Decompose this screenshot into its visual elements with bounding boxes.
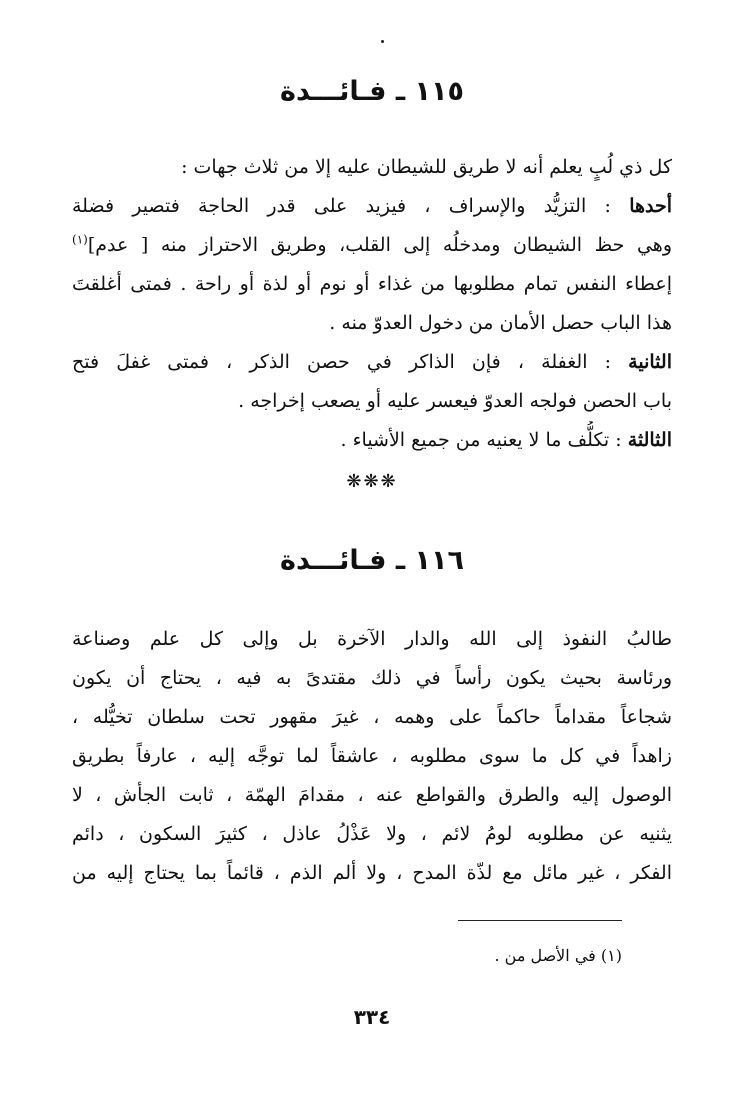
page-number: ٣٣٤ <box>353 1005 391 1029</box>
second-point-line-2: باب الحصن فولجه العدوّ فيعسر عليه أو يصعب إخراجه . <box>238 390 672 412</box>
first-point-text-2: وهي حظ الشيطان ومدخلُه إلى القلب، وطريق الاحتراز منه [ عدم] <box>87 234 672 256</box>
second-point-line-1 <box>72 343 672 382</box>
body-line-5: الوصول إليه والطرق والقواطع عنه ، مقدامَ الهمّة ، ثابت الجأش ، لا <box>72 784 672 806</box>
third-point-label: الثالثة <box>627 429 672 451</box>
second-point-label: الثانية <box>628 351 672 373</box>
body-line-1: طالبُ النفوذ إلى الله والدار الآخرة بل وإلى كل علم وصناعة <box>72 628 672 650</box>
first-point-line-2 <box>72 226 672 265</box>
third-point-line-1 <box>72 421 672 460</box>
body-line-4: زاهداً في كل ما سوى مطلوبه ، عاشقاً لما توجَّه إليه ، عارفاً بطريق <box>72 745 672 767</box>
first-point-text-1: : التزيُّد والإسراف ، فيزيد على قدر الحاجة فتصير فضلة <box>72 195 611 217</box>
section-116-heading: ١١٦ ـ فـائـــدة <box>280 545 464 576</box>
page-mark <box>381 40 384 43</box>
footnote-reference: (١) <box>72 232 88 247</box>
body-line-2: ورئاسة بحيث يكون رأساً في ذلك مقتدىً به فيه ، يحتاج أن يكون <box>72 667 672 689</box>
first-point-label: أحدها <box>629 195 672 217</box>
body-line-7: الفكر ، غير مائل مع لذّة المدح ، ولا ألم الذم ، قائماً بما يحتاج إليه من <box>72 862 672 884</box>
first-point-line-3: إعطاء النفس تمام مطلوبها من غذاء أو نوم أو لذة أو راحة . فمتى أغلقتَ <box>72 273 672 295</box>
section-116-body <box>72 620 672 893</box>
section-115-body <box>72 148 672 460</box>
section-separator: ❋❋❋ <box>346 471 398 492</box>
body-line-6: يثنيه عن مطلوبه لومُ لائم ، ولا عَذْلُ عاذل ، كثيرَ السكون ، دائم <box>72 823 672 845</box>
first-point-line-1 <box>72 187 672 226</box>
first-point-line-4: هذا الباب حصل الأمان من دخول العدوّ منه . <box>329 312 672 334</box>
third-point-text-1: : تكلُّف ما لا يعنيه من جميع الأشياء . <box>340 429 622 451</box>
footnote: (١) في الأصل من . <box>494 946 622 965</box>
intro-line: كل ذي لُبٍ يعلم أنه لا طريق للشيطان عليه إلا من ثلاث جهات : <box>181 156 672 178</box>
second-point-text-1: : الغفلة ، فإن الذاكر في حصن الذكر ، فمتى غفلَ فتح <box>72 351 612 373</box>
section-115-heading: ١١٥ ـ فـائـــدة <box>280 76 464 107</box>
footnote-divider <box>458 920 622 921</box>
body-line-3: شجاعاً مقداماً حاكماً على وهمه ، غيرَ مقهور تحت سلطان تخيُّله ، <box>72 706 672 728</box>
